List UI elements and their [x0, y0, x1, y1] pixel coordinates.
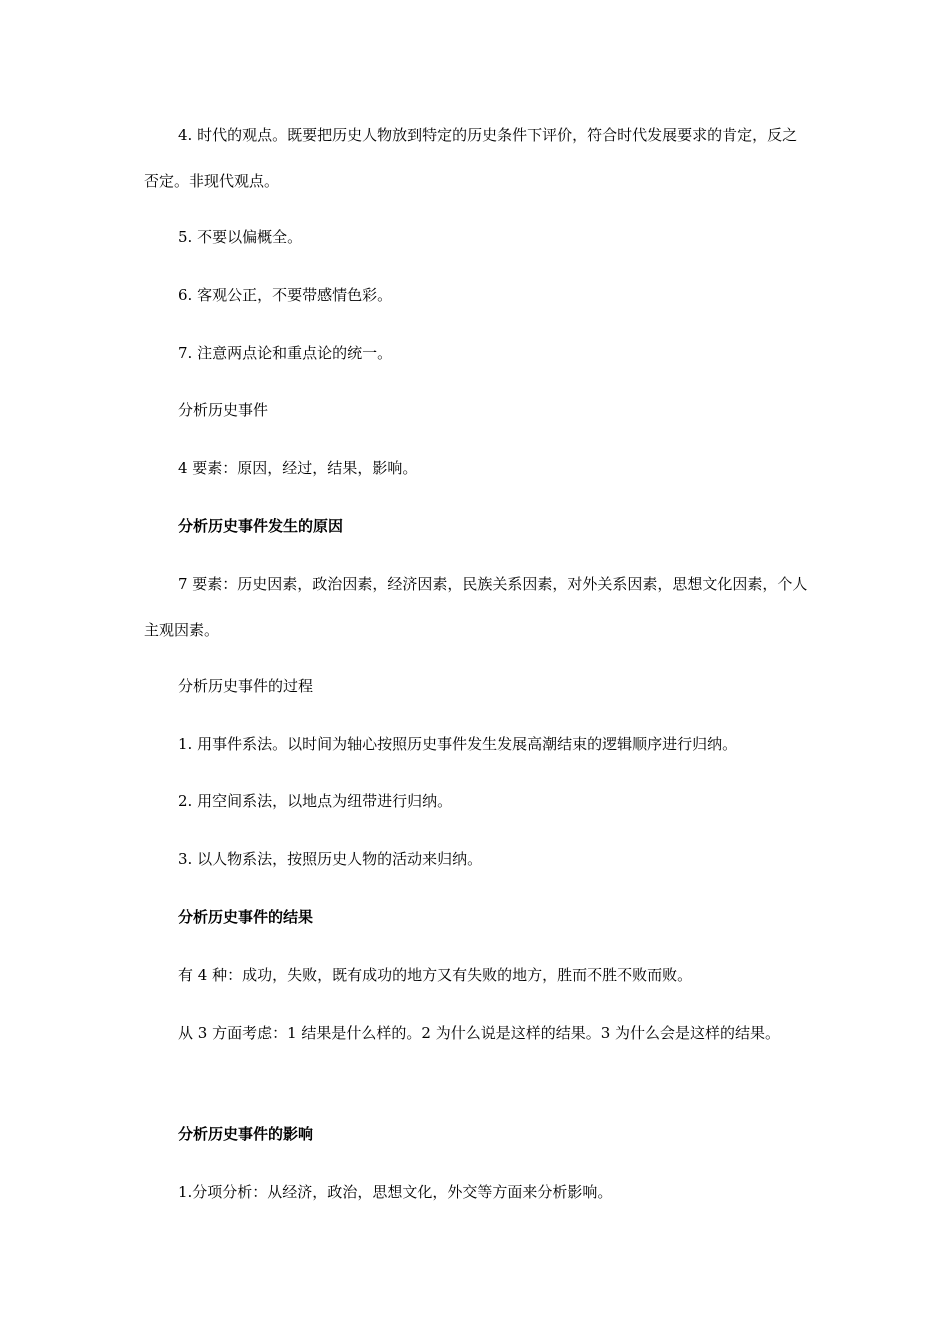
paragraph-seven-elements: 7 要素：历史因素，政治因素，经济因素，民族关系因素，对外关系因素，思想文化因素，个人主观因素。	[144, 575, 808, 639]
section-heading-causes: 分析历史事件发生的原因	[178, 517, 344, 535]
section-heading-impact: 分析历史事件的影响	[178, 1125, 314, 1143]
paragraph-process-2: 2. 用空间系法，以地点为纽带进行归纳。	[178, 792, 453, 810]
section-heading-results: 分析历史事件的结果	[178, 908, 314, 926]
section-heading-analyze-events: 分析历史事件	[178, 401, 269, 419]
paragraph-results-aspects: 从 3 方面考虑：1 结果是什么样的。2 为什么说是这样的结果。3 为什么会是这样的结果。	[178, 1024, 781, 1042]
paragraph-criteria-7: 7. 注意两点论和重点论的统一。	[178, 344, 393, 362]
paragraph-results-types: 有 4 种：成功，失败，既有成功的地方又有失败的地方，胜而不胜不败而败。	[178, 966, 693, 984]
section-heading-process: 分析历史事件的过程	[178, 677, 314, 695]
paragraph-criteria-5: 5. 不要以偏概全。	[178, 228, 303, 246]
paragraph-process-3: 3. 以人物系法，按照历史人物的活动来归纳。	[178, 850, 483, 868]
paragraph-impact-1: 1.分项分析：从经济，政治，思想文化，外交等方面来分析影响。	[178, 1183, 613, 1201]
paragraph-criteria-4: 4. 时代的观点。既要把历史人物放到特定的历史条件下评价，符合时代发展要求的肯定，反之否定。非现代观点。	[144, 126, 798, 190]
paragraph-four-elements: 4 要素：原因，经过，结果，影响。	[178, 459, 418, 477]
paragraph-criteria-6: 6. 客观公正，不要带感情色彩。	[178, 286, 393, 304]
paragraph-process-1: 1. 用事件系法。以时间为轴心按照历史事件发生发展高潮结束的逻辑顺序进行归纳。	[178, 735, 738, 753]
